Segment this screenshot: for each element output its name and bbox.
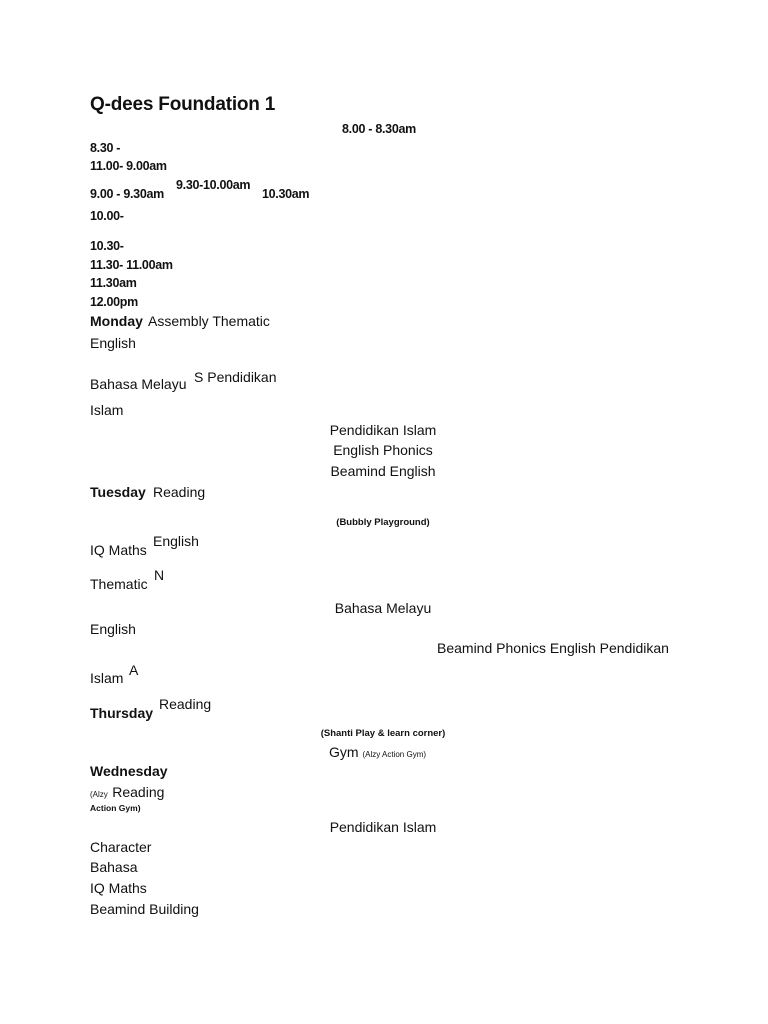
time-slot-1: 8.00 - 8.30am <box>342 122 416 136</box>
monday-subject-3b: S Pendidikan <box>194 369 277 385</box>
monday-subject-4: Islam <box>90 402 124 418</box>
tuesday-subject-3b: N <box>154 567 165 583</box>
thursday-label: Thursday <box>90 705 154 721</box>
wednesday-note-2: Action Gym) <box>90 803 141 813</box>
tuesday-subject-1: Reading <box>153 484 206 500</box>
tuesday-subject-5b: A <box>129 662 139 678</box>
page-title: Q-dees Foundation 1 <box>90 94 276 115</box>
tuesday-subject-2b: English <box>153 533 199 549</box>
tuesday-center-1: Bahasa Melayu <box>334 600 432 616</box>
monday-subject-2: English <box>90 335 136 351</box>
tuesday-subject-5: Islam <box>90 670 124 686</box>
thursday-gym-label: Gym <box>329 744 359 760</box>
time-slot-4: 9.00 - 9.30am <box>90 187 164 201</box>
time-slot-11: 12.00pm <box>90 295 138 309</box>
monday-center-2: English Phonics <box>333 442 433 458</box>
time-slot-7: 10.00- <box>90 209 124 223</box>
wednesday-label: Wednesday <box>90 763 168 779</box>
wednesday-subject-1: Reading <box>112 784 165 800</box>
thursday-subject-1: Reading <box>159 696 212 712</box>
wednesday-note-1: (Alzy <box>90 790 108 799</box>
wednesday-center-1: Pendidikan Islam <box>329 819 437 835</box>
tuesday-right-1: Beamind Phonics English Pendidikan <box>437 640 669 656</box>
time-slot-9: 11.30- 11.00am <box>90 258 173 272</box>
monday-center-1: Pendidikan Islam <box>329 422 437 438</box>
wednesday-subject-4: IQ Maths <box>90 880 147 896</box>
time-slot-8: 10.30- <box>90 239 124 253</box>
thursday-gym-note: (Alzy Action Gym) <box>362 750 427 759</box>
wednesday-subject-5: Beamind Building <box>90 901 199 917</box>
thursday-note: (Shanti Play & learn corner) <box>320 728 446 739</box>
time-slot-10: 11.30am <box>90 276 137 290</box>
wednesday-subject-2: Character <box>90 839 152 855</box>
time-slot-3: 11.00- 9.00am <box>90 159 167 173</box>
thursday-gym <box>329 745 426 759</box>
tuesday-subject-4: English <box>90 621 136 637</box>
time-slot-2: 8.30 - <box>90 141 121 155</box>
time-slot-6: 10.30am <box>262 187 310 201</box>
tuesday-subject-2: IQ Maths <box>90 542 147 558</box>
tuesday-label: Tuesday <box>90 484 146 500</box>
wednesday-subject-3: Bahasa <box>90 859 138 875</box>
tuesday-subject-3: Thematic <box>90 576 148 592</box>
time-slot-5: 9.30-10.00am <box>176 178 251 192</box>
monday-label: Monday <box>90 313 143 329</box>
wednesday-line-1 <box>90 785 164 801</box>
monday-subject-3: Bahasa Melayu <box>90 376 187 392</box>
monday-subject-1: Assembly Thematic <box>148 313 270 329</box>
tuesday-note: (Bubbly Playground) <box>336 517 430 528</box>
monday-center-3: Beamind English <box>330 463 436 479</box>
